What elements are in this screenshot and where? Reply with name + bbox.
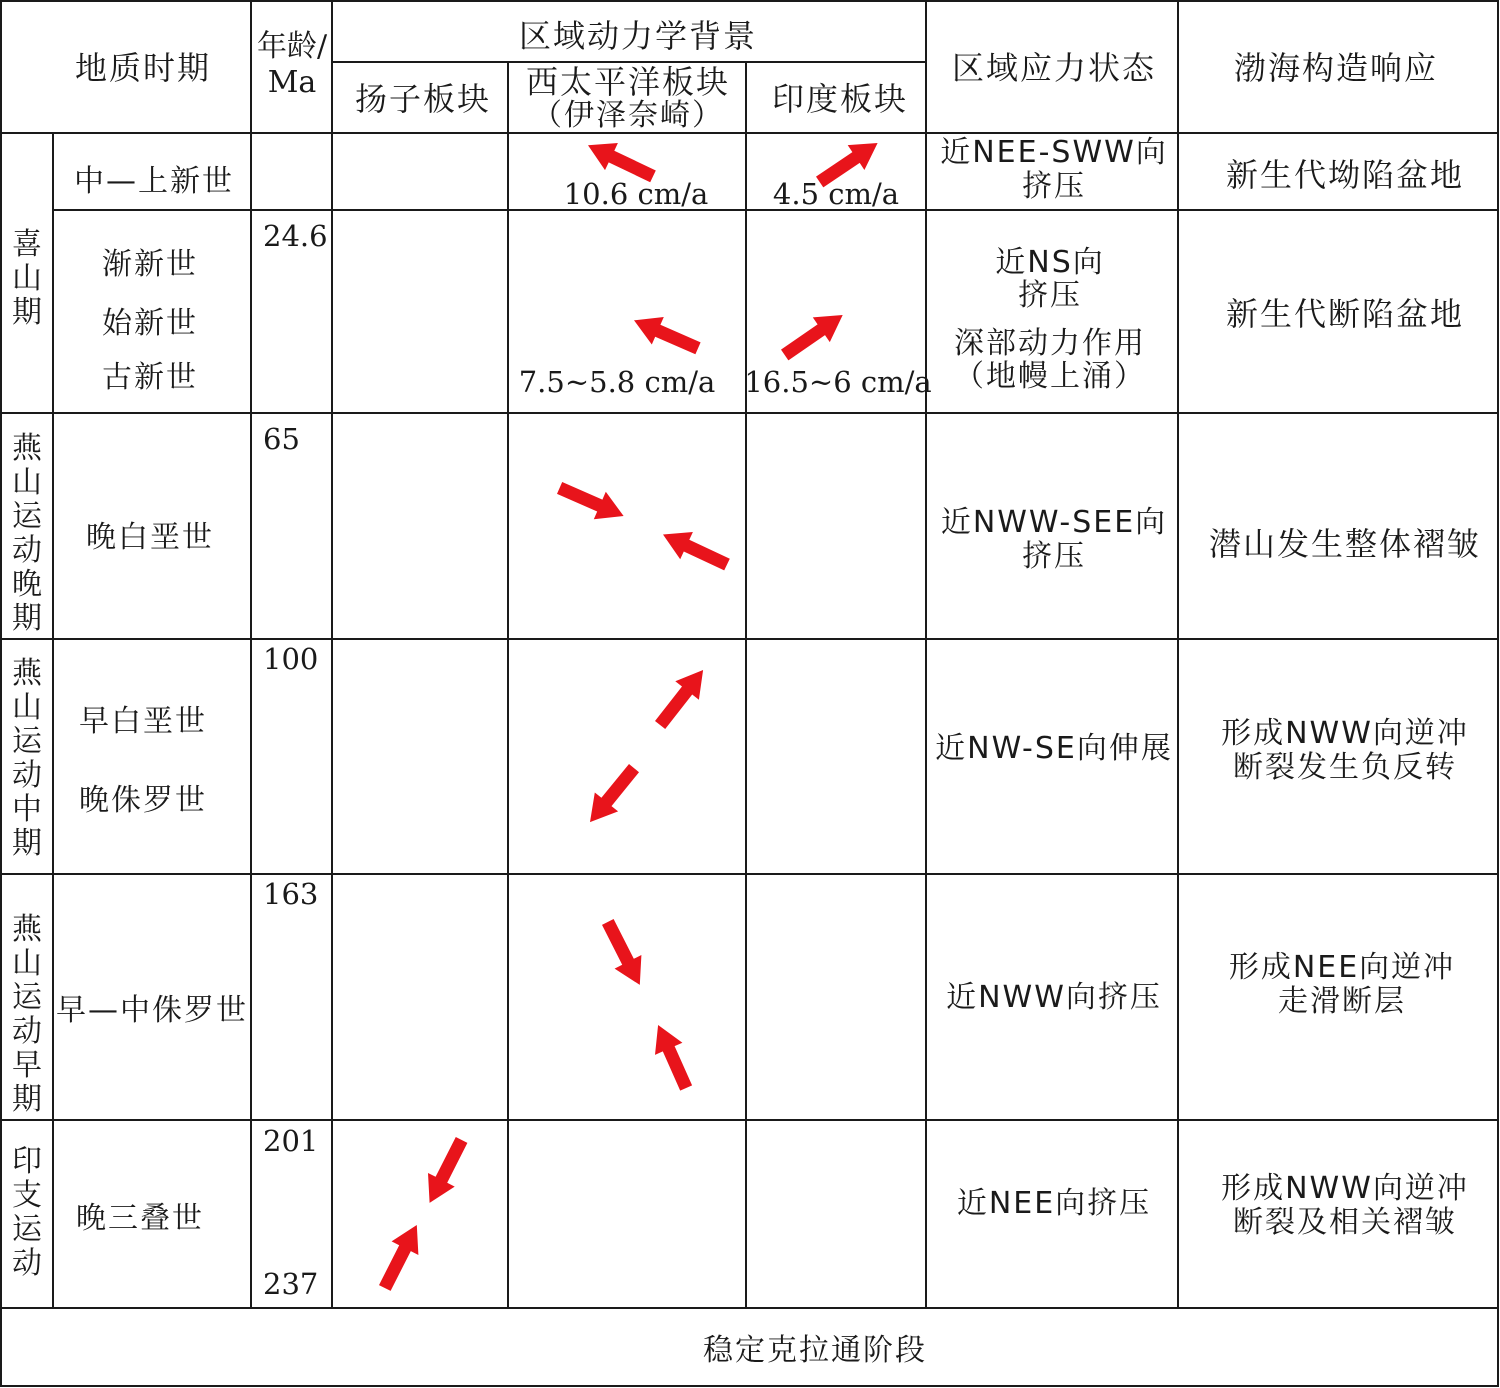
response-mid-yanshan-2: 断裂发生负反转	[1233, 750, 1457, 785]
arrow-shape	[779, 313, 845, 362]
epoch-late-jurassic: 晚侏罗世	[79, 783, 207, 818]
stress-neogene-2: 挤压	[1022, 169, 1086, 204]
arrow-pacific-paleogene-icon	[632, 315, 703, 356]
era-indosinian: 印支运动	[12, 1144, 42, 1281]
header-age-line2: Ma	[267, 65, 317, 100]
stress-mid-yanshan: 近NW-SE向伸展	[935, 731, 1173, 766]
epoch-early-cretaceous: 早白垩世	[79, 704, 207, 739]
stress-paleogene-3: 深部动力作用	[954, 326, 1146, 361]
header-age-line1: 年龄/	[256, 29, 328, 64]
header-pacific-sub: （伊泽奈崎）	[532, 98, 724, 133]
epoch-late-cretaceous: 晚白垩世	[86, 520, 214, 555]
arrow-indian-paleogene-icon	[779, 313, 845, 362]
stress-late-yanshan-1: 近NWW-SEE向	[940, 505, 1168, 540]
age-65: 65	[263, 422, 300, 456]
arrow-shape	[600, 917, 643, 987]
arrow-pacific-neogene-icon	[586, 141, 658, 184]
indian-rate-neogene: 4.5 cm/a	[772, 177, 900, 211]
pacific-rate-paleogene: 7.5~5.8 cm/a	[518, 365, 716, 399]
arrow-shape	[632, 315, 703, 356]
response-indosinian-2: 断裂及相关褶皱	[1233, 1205, 1457, 1240]
arrow-shape	[377, 1223, 420, 1293]
epoch-late-triassic: 晚三叠世	[76, 1201, 204, 1236]
header-yangtze: 扬子板块	[354, 80, 492, 118]
response-indosinian-1: 形成NWW向逆冲	[1221, 1171, 1469, 1206]
stress-late-yanshan-2: 挤压	[1022, 539, 1086, 574]
stress-early-yanshan: 近NWW向挤压	[946, 980, 1162, 1015]
age-100: 100	[263, 642, 319, 676]
response-paleogene: 新生代断陷盆地	[1225, 295, 1465, 333]
arrow-early-yanshan-upper-icon	[600, 917, 643, 987]
arrow-shape	[653, 668, 705, 731]
epoch-pliocene: 中—上新世	[74, 164, 234, 199]
arrow-indosinian-lower-icon	[377, 1223, 420, 1293]
footer-craton: 稳定克拉通阶段	[703, 1333, 927, 1368]
response-early-yanshan-1: 形成NEE向逆冲	[1228, 950, 1456, 985]
era-yanshan-late: 燕山运动晚期	[12, 431, 42, 636]
response-late-yanshan: 潜山发生整体褶皱	[1208, 525, 1482, 563]
age-201: 201	[263, 1124, 319, 1158]
arrow-indosinian-upper-icon	[426, 1135, 469, 1205]
response-early-yanshan-2: 走滑断层	[1278, 984, 1406, 1019]
age-24-6: 24.6	[263, 219, 328, 253]
age-237: 237	[263, 1267, 319, 1301]
arrow-mid-yanshan-lower-icon	[588, 762, 641, 824]
pacific-rate-neogene: 10.6 cm/a	[563, 177, 709, 211]
header-indian: 印度板块	[771, 80, 909, 118]
header-period: 地质时期	[74, 49, 212, 87]
header-response: 渤海构造响应	[1233, 49, 1439, 87]
arrow-indian-neogene-icon	[814, 141, 880, 189]
stress-neogene-1: 近NEE-SWW向	[940, 135, 1168, 170]
epoch-paleocene: 古新世	[102, 360, 198, 395]
stress-paleogene-1: 近NS向	[995, 245, 1105, 280]
header-pacific: 西太平洋板块	[525, 63, 731, 101]
indian-rate-paleogene: 16.5~6 cm/a	[744, 365, 932, 399]
response-neogene: 新生代坳陷盆地	[1225, 156, 1465, 194]
epoch-early-middle-jurassic: 早—中侏罗世	[56, 993, 248, 1028]
arrow-late-yanshan-lower-icon	[661, 530, 732, 572]
arrow-shape	[588, 762, 641, 824]
arrow-shape	[814, 141, 880, 189]
arrow-shape	[586, 141, 658, 184]
era-yanshan-early: 燕山运动早期	[12, 912, 42, 1117]
stress-indosinian: 近NEE向挤压	[956, 1186, 1152, 1221]
era-himalayan: 喜山期	[12, 227, 42, 330]
epoch-oligocene: 渐新世	[102, 247, 198, 282]
arrow-mid-yanshan-upper-icon	[653, 668, 705, 731]
arrow-late-yanshan-upper-icon	[555, 480, 626, 521]
arrow-shape	[426, 1135, 469, 1205]
arrow-shape	[653, 1023, 694, 1093]
era-yanshan-middle: 燕山运动中期	[12, 656, 42, 861]
stress-paleogene-4: （地幔上涌）	[954, 359, 1146, 394]
header-stress: 区域应力状态	[951, 49, 1157, 87]
header-background: 区域动力学背景	[518, 17, 758, 55]
arrow-shape	[555, 480, 626, 521]
epoch-eocene: 始新世	[102, 306, 198, 341]
arrow-early-yanshan-lower-icon	[653, 1023, 694, 1093]
arrow-shape	[661, 530, 732, 572]
stress-paleogene-2: 挤压	[1018, 278, 1082, 313]
age-163: 163	[263, 877, 319, 911]
response-mid-yanshan-1: 形成NWW向逆冲	[1221, 716, 1469, 751]
